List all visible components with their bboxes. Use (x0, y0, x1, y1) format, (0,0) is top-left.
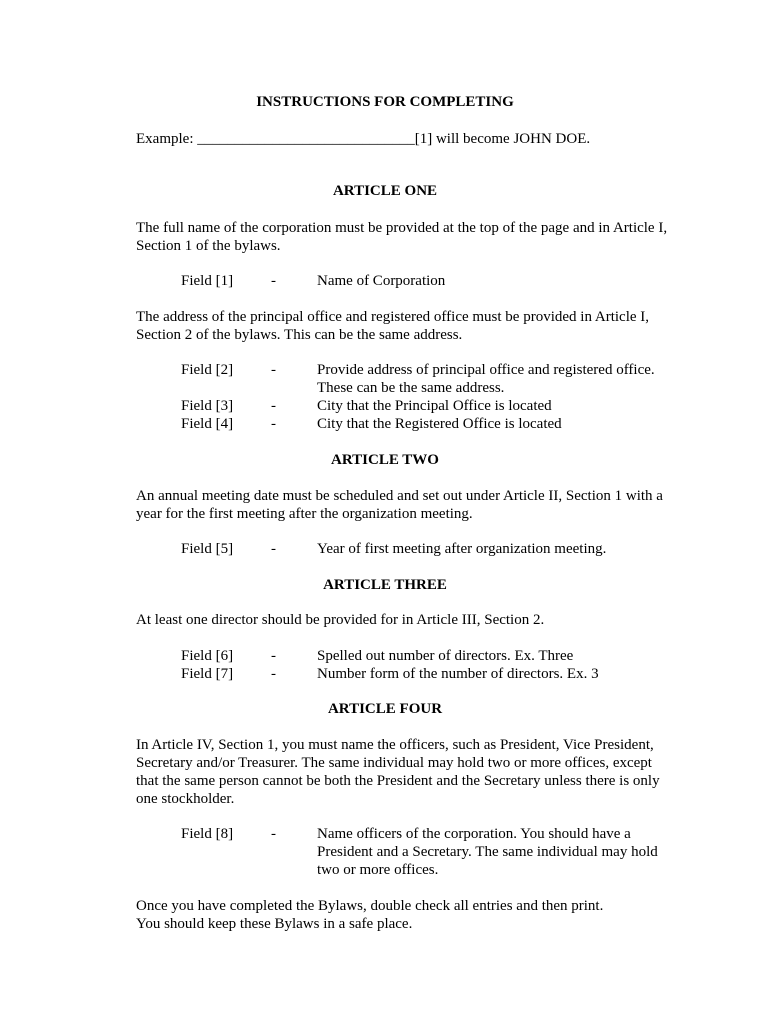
closing-text: Once you have completed the Bylaws, double check all entries and then print. (136, 898, 604, 914)
field-label: Field [7] (181, 666, 234, 682)
field-description: Provide address of principal office and registered office. (317, 362, 655, 378)
paragraph: At least one director should be provided for in Article III, Section 2. (136, 612, 545, 628)
paragraph: Section 2 of the bylaws. This can be the same address. (136, 327, 463, 343)
example-line: Example: _____________________________[1] will become JOHN DOE. (136, 131, 591, 147)
paragraph: In Article IV, Section 1, you must name the officers, such as President, Vice President, (136, 737, 654, 753)
paragraph: An annual meeting date must be scheduled and set out under Article II, Section 1 with a (136, 488, 663, 504)
document-title: INSTRUCTIONS FOR COMPLETING (256, 94, 514, 110)
field-description: These can be the same address. (317, 380, 505, 396)
paragraph: Secretary and/or Treasurer. The same individual may hold two or more offices, except (136, 755, 652, 771)
field-dash: - (271, 666, 276, 682)
paragraph: one stockholder. (136, 791, 235, 807)
field-dash: - (271, 648, 276, 664)
closing-text: You should keep these Bylaws in a safe place. (136, 916, 413, 932)
paragraph: Section 1 of the bylaws. (136, 238, 281, 254)
field-label: Field [1] (181, 273, 234, 289)
article-four-heading: ARTICLE FOUR (327, 701, 443, 717)
field-description: Name of Corporation (317, 273, 446, 289)
field-dash: - (271, 416, 276, 432)
field-dash: - (271, 826, 276, 842)
field-label: Field [3] (181, 398, 234, 414)
article-two-heading: ARTICLE TWO (331, 452, 439, 468)
field-label: Field [2] (181, 362, 234, 378)
field-description: City that the Registered Office is located (317, 416, 562, 432)
paragraph: year for the first meeting after the organization meeting. (136, 506, 473, 522)
field-description: two or more offices. (317, 862, 439, 878)
field-dash: - (271, 273, 276, 289)
field-description: Spelled out number of directors. Ex. Three (317, 648, 574, 664)
field-label: Field [4] (181, 416, 234, 432)
paragraph: The full name of the corporation must be provided at the top of the page and in Article I, (136, 220, 668, 236)
paragraph: The address of the principal office and registered office must be provided in Article I, (136, 309, 650, 325)
field-description: President and a Secretary. The same individual may hold (317, 844, 658, 860)
field-description: Name officers of the corporation. You should have a (317, 826, 631, 842)
field-dash: - (271, 362, 276, 378)
field-label: Field [8] (181, 826, 234, 842)
field-dash: - (271, 541, 276, 557)
field-description: Number form of the number of directors. Ex. 3 (317, 666, 599, 682)
paragraph: that the same person cannot be both the President and the Secretary unless there is only (136, 773, 660, 789)
field-dash: - (271, 398, 276, 414)
article-three-heading: ARTICLE THREE (323, 577, 447, 593)
field-label: Field [6] (181, 648, 234, 664)
field-label: Field [5] (181, 541, 234, 557)
article-one-heading: ARTICLE ONE (332, 183, 438, 199)
field-description: City that the Principal Office is located (317, 398, 552, 414)
field-description: Year of first meeting after organization meeting. (317, 541, 607, 557)
